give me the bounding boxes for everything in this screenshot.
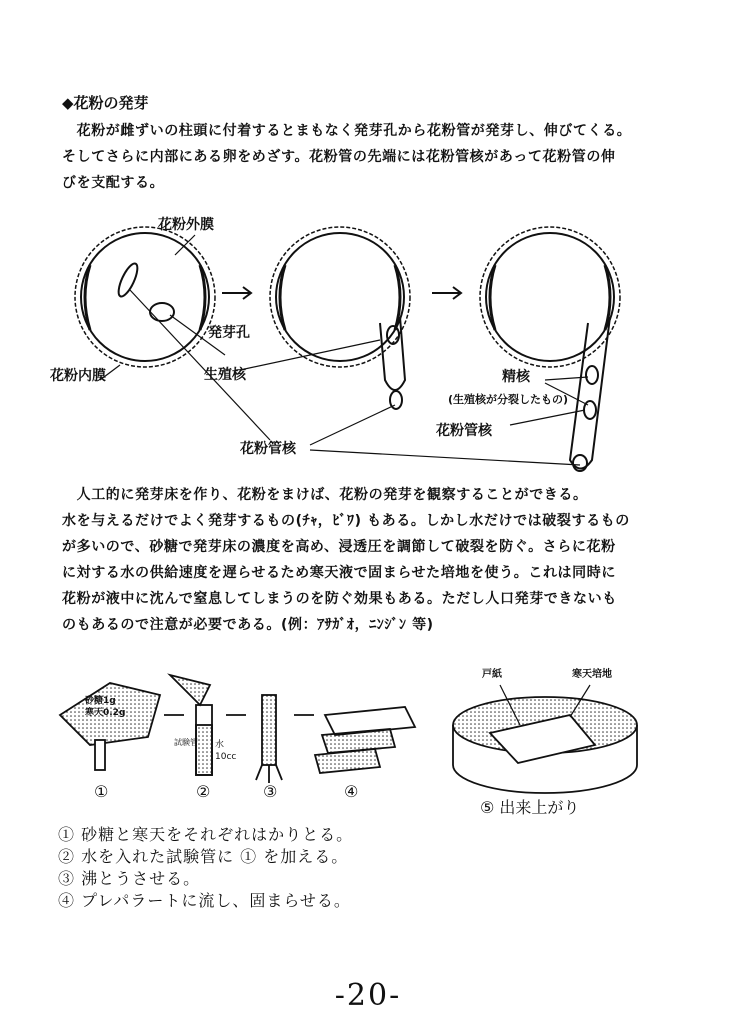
water-label: 水 [215,740,225,750]
para2-line: が多いので、砂糖で発芽床の濃度を高め、浸透圧を調節して破裂を防ぐ。さらに花粉 [62,539,616,555]
step-num-1: ① [94,782,109,801]
step-item: ④ プレパラートに流し、固まらせる。 [58,891,351,910]
pollen-grain-1 [81,233,209,361]
procedure-steps [58,824,353,912]
label-tube-nucleus: 花粉管核 [240,441,296,457]
final-label: ⑤ 出来上がり [480,798,580,817]
step-num-4: ④ [344,782,359,801]
step-num-3: ③ [263,782,278,801]
dish-label-sugar: 砂糖1g [85,696,116,706]
para2-line: 水を与えるだけでよく発芽するもの(ﾁｬ，ﾋﾞﾜ) もある。しかし水だけでは破裂するもの [62,513,630,529]
method-paragraph [62,482,676,638]
intro-paragraph [62,118,676,196]
label-aperture: 発芽孔 [208,325,250,341]
label-intine: 花粉内膜 [50,368,106,384]
water-volume-label: 10cc [215,752,237,762]
step-item: ③ 沸とうさせる。 [58,869,201,888]
para1-line: びを支配する。 [62,175,165,191]
page-number: -20- [334,978,402,1013]
para2-line: に対する水の供給速度を遅らせるため寒天液で固まらせた培地を使う。これは同時に [62,565,616,581]
para2-line: のもあるので注意が必要である。(例：ｱｻｶﾞｵ，ﾆﾝｼﾞﾝ 等) [62,617,434,633]
pollen-grain-2 [276,233,404,361]
boiling-tube [262,695,276,765]
para2-line: 花粉が液中に沈んで窒息してしまうのを防ぐ効果もある。ただし人口発芽できないも [62,591,617,607]
para2-line: 人工的に発芽床を作り、花粉をまけば、花粉の発芽を観察することができる。 [62,487,588,503]
step-num-2: ② [196,782,211,801]
dish-label-agar: 寒天0.2g [85,708,126,718]
step-item: ② 水を入れた試験管に ① を加える。 [58,847,349,866]
step-item: ① 砂糖と寒天をそれぞれはかりとる。 [58,825,354,844]
para1-line: 花粉が雌ずいの柱頭に付着するとまもなく発芽孔から花粉管が発芽し、伸びてくる。 [62,123,632,139]
pollen-germination-diagram [40,205,700,480]
procedure-diagram [50,655,670,825]
para1-line: そしてさらに内部にある卵をめざす。花粉管の先端には花粉管核があって花粉管の伸 [62,149,616,165]
label-sperm-nucleus: 精核 [502,369,530,385]
agar-medium-label: 寒天培地 [572,669,612,680]
pollen-grain-3 [486,233,614,361]
tube-label: 試験管 [174,738,198,747]
filter-paper-label: 戸紙 [482,669,502,680]
label-exine: 花粉外膜 [158,217,214,233]
section-heading: ◆花粉の発芽 [62,94,149,112]
label-sperm-note: (生殖核が分裂したもの) [448,393,569,406]
label-tube-nucleus-2: 花粉管核 [436,423,492,439]
label-generative-nucleus: 生殖核 [204,367,246,383]
